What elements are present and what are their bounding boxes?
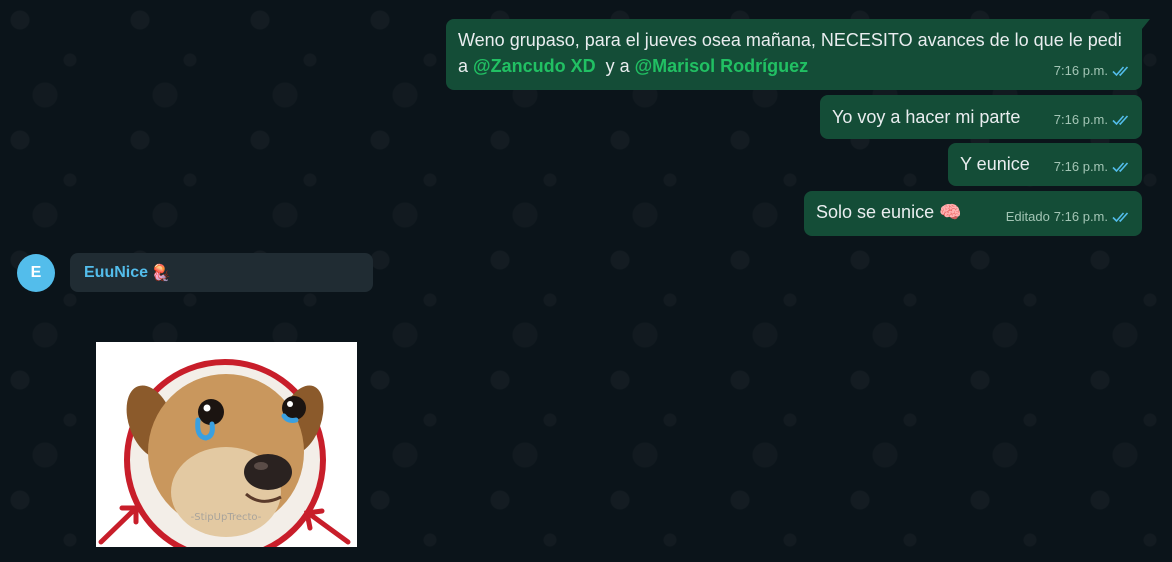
mention-marisol[interactable]: @Marisol Rodríguez [634, 56, 809, 76]
message-meta [1054, 107, 1132, 133]
sticker-watermark: -StipUpTrecto- [190, 512, 262, 523]
message-time: 7:16 p.m. [1053, 112, 1108, 127]
message-text: Yo voy a hacer mi parte [832, 107, 1021, 127]
incoming-message-header[interactable] [70, 253, 373, 292]
double-check-icon [1112, 161, 1132, 173]
dog-sticker[interactable] [96, 342, 357, 547]
sender-avatar[interactable] [17, 254, 55, 292]
jellyfish-emoji-icon: 🪼 [151, 264, 171, 282]
message-text: Solo se eunice [816, 202, 935, 222]
outgoing-message[interactable] [446, 19, 1142, 90]
avatar-letter: E [30, 264, 42, 281]
message-text: Y eunice [960, 154, 1030, 174]
message-time: 7:16 p.m. [1053, 159, 1108, 174]
outgoing-message[interactable] [804, 191, 1142, 236]
mention-zancudo[interactable]: @Zancudo XD [473, 56, 596, 76]
message-text: Weno grupaso, para el jueves osea mañana, NECESITO avances de lo que le pedi a [458, 30, 1122, 76]
message-meta [1054, 58, 1132, 84]
message-meta [1006, 204, 1132, 230]
message-meta [1054, 154, 1132, 180]
message-time: 7:16 p.m. [1053, 63, 1108, 78]
edited-label: Editado [1005, 209, 1050, 224]
message-time: 7:16 p.m. [1053, 209, 1108, 224]
double-check-icon [1112, 114, 1132, 126]
double-check-icon [1112, 65, 1132, 77]
dog-sticker-image [96, 342, 357, 547]
outgoing-message[interactable] [820, 95, 1142, 139]
outgoing-message[interactable] [948, 143, 1142, 186]
brain-emoji-icon: 🧠 [939, 202, 962, 222]
sender-name[interactable]: EuuNice [84, 263, 149, 281]
message-text: y a [595, 56, 635, 76]
double-check-icon [1112, 211, 1132, 223]
